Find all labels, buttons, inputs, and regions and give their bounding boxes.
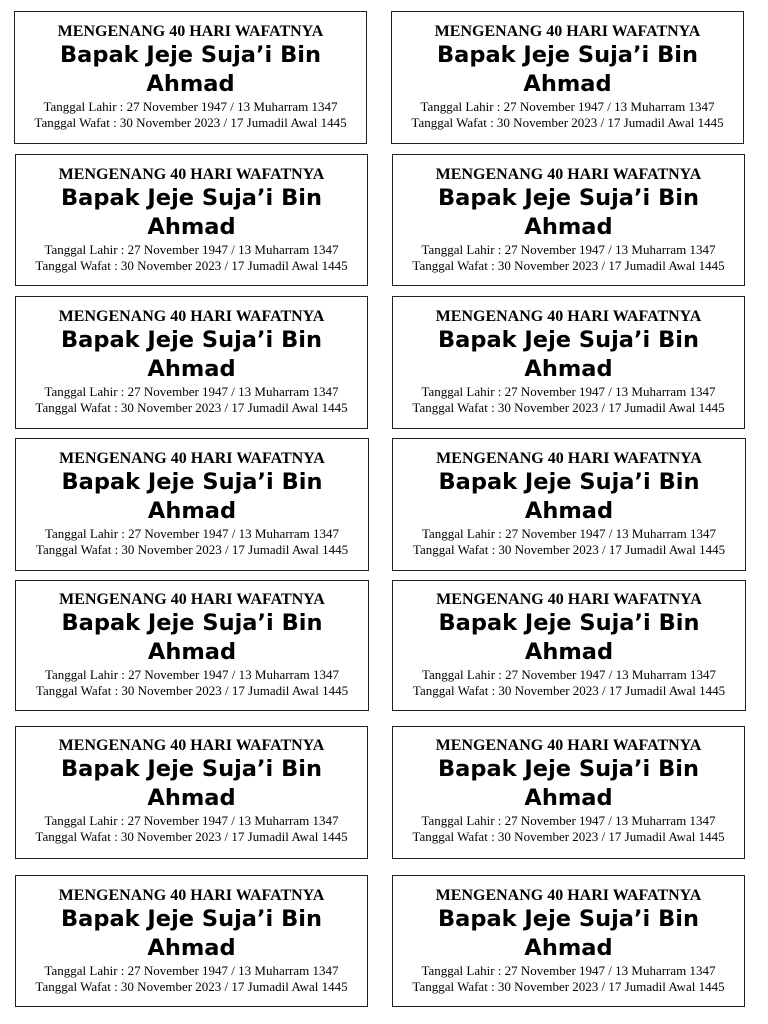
death-date: Tanggal Wafat : 30 November 2023 / 17 Jumadil Awal 1445 (35, 979, 348, 994)
memorial-label (15, 438, 369, 571)
birth-date: Tanggal Lahir : 27 November 1947 / 13 Muharram 1347 (44, 242, 339, 257)
deceased-name: Bapak Jeje Suja’i Bin Ahmad (438, 469, 700, 524)
death-date: Tanggal Wafat : 30 November 2023 / 17 Jumadil Awal 1445 (35, 258, 348, 273)
deceased-name: Bapak Jeje Suja’i Bin Ahmad (437, 42, 698, 97)
memorial-label (392, 875, 745, 1007)
deceased-name: Bapak Jeje Suja’i Bin Ahmad (438, 185, 699, 240)
deceased-name: Bapak Jeje Suja’i Bin Ahmad (61, 469, 323, 524)
label-heading: MENGENANG 40 HARI WAFATNYA (57, 23, 324, 40)
deceased-name: Bapak Jeje Suja’i Bin Ahmad (438, 756, 699, 811)
label-heading: MENGENANG 40 HARI WAFATNYA (58, 308, 325, 325)
death-date: Tanggal Wafat : 30 November 2023 / 17 Jumadil Awal 1445 (412, 400, 725, 415)
memorial-label (392, 296, 745, 429)
label-heading: MENGENANG 40 HARI WAFATNYA (58, 887, 325, 904)
birth-date: Tanggal Lahir : 27 November 1947 / 13 Muharram 1347 (421, 963, 716, 978)
deceased-name: Bapak Jeje Suja’i Bin Ahmad (61, 906, 322, 961)
label-heading: MENGENANG 40 HARI WAFATNYA (434, 23, 701, 40)
deceased-name: Bapak Jeje Suja’i Bin Ahmad (60, 42, 321, 97)
deceased-name: Bapak Jeje Suja’i Bin Ahmad (61, 610, 323, 665)
memorial-label (15, 580, 369, 711)
death-date: Tanggal Wafat : 30 November 2023 / 17 Jumadil Awal 1445 (34, 115, 347, 130)
label-heading: MENGENANG 40 HARI WAFATNYA (435, 887, 702, 904)
deceased-name: Bapak Jeje Suja’i Bin Ahmad (61, 185, 322, 240)
death-date: Tanggal Wafat : 30 November 2023 / 17 Jumadil Awal 1445 (412, 542, 726, 557)
death-date: Tanggal Wafat : 30 November 2023 / 17 Jumadil Awal 1445 (412, 683, 726, 698)
birth-date: Tanggal Lahir : 27 November 1947 / 13 Muharram 1347 (420, 99, 715, 114)
label-heading: MENGENANG 40 HARI WAFATNYA (435, 737, 702, 754)
memorial-label (391, 11, 744, 144)
label-heading: MENGENANG 40 HARI WAFATNYA (58, 737, 325, 754)
label-heading: MENGENANG 40 HARI WAFATNYA (435, 308, 702, 325)
memorial-label (392, 726, 745, 859)
death-date: Tanggal Wafat : 30 November 2023 / 17 Jumadil Awal 1445 (412, 258, 725, 273)
death-date: Tanggal Wafat : 30 November 2023 / 17 Jumadil Awal 1445 (412, 979, 725, 994)
deceased-name: Bapak Jeje Suja’i Bin Ahmad (61, 327, 322, 382)
birth-date: Tanggal Lahir : 27 November 1947 / 13 Muharram 1347 (421, 384, 716, 399)
memorial-label (15, 154, 368, 286)
death-date: Tanggal Wafat : 30 November 2023 / 17 Jumadil Awal 1445 (35, 683, 349, 698)
deceased-name: Bapak Jeje Suja’i Bin Ahmad (438, 327, 699, 382)
death-date: Tanggal Wafat : 30 November 2023 / 17 Jumadil Awal 1445 (35, 400, 348, 415)
death-date: Tanggal Wafat : 30 November 2023 / 17 Jumadil Awal 1445 (412, 829, 725, 844)
label-heading: MENGENANG 40 HARI WAFATNYA (59, 450, 325, 467)
birth-date: Tanggal Lahir : 27 November 1947 / 13 Muharram 1347 (44, 667, 340, 682)
deceased-name: Bapak Jeje Suja’i Bin Ahmad (61, 756, 322, 811)
label-heading: MENGENANG 40 HARI WAFATNYA (58, 166, 325, 183)
death-date: Tanggal Wafat : 30 November 2023 / 17 Jumadil Awal 1445 (35, 542, 349, 557)
death-date: Tanggal Wafat : 30 November 2023 / 17 Jumadil Awal 1445 (35, 829, 348, 844)
memorial-label (15, 296, 368, 429)
memorial-label (392, 438, 746, 571)
memorial-label (15, 726, 368, 859)
birth-date: Tanggal Lahir : 27 November 1947 / 13 Muharram 1347 (421, 242, 716, 257)
deceased-name: Bapak Jeje Suja’i Bin Ahmad (438, 906, 699, 961)
label-heading: MENGENANG 40 HARI WAFATNYA (436, 591, 702, 608)
birth-date: Tanggal Lahir : 27 November 1947 / 13 Muharram 1347 (43, 99, 338, 114)
memorial-label (15, 875, 368, 1007)
memorial-label (392, 154, 745, 286)
birth-date: Tanggal Lahir : 27 November 1947 / 13 Muharram 1347 (44, 384, 339, 399)
birth-date: Tanggal Lahir : 27 November 1947 / 13 Muharram 1347 (44, 813, 339, 828)
birth-date: Tanggal Lahir : 27 November 1947 / 13 Muharram 1347 (44, 526, 340, 541)
death-date: Tanggal Wafat : 30 November 2023 / 17 Jumadil Awal 1445 (411, 115, 724, 130)
label-heading: MENGENANG 40 HARI WAFATNYA (59, 591, 325, 608)
label-heading: MENGENANG 40 HARI WAFATNYA (436, 450, 702, 467)
birth-date: Tanggal Lahir : 27 November 1947 / 13 Muharram 1347 (44, 963, 339, 978)
memorial-label (14, 11, 367, 144)
deceased-name: Bapak Jeje Suja’i Bin Ahmad (438, 610, 700, 665)
birth-date: Tanggal Lahir : 27 November 1947 / 13 Muharram 1347 (421, 667, 717, 682)
memorial-label (392, 580, 746, 711)
birth-date: Tanggal Lahir : 27 November 1947 / 13 Muharram 1347 (421, 813, 716, 828)
birth-date: Tanggal Lahir : 27 November 1947 / 13 Muharram 1347 (421, 526, 717, 541)
label-heading: MENGENANG 40 HARI WAFATNYA (435, 166, 702, 183)
